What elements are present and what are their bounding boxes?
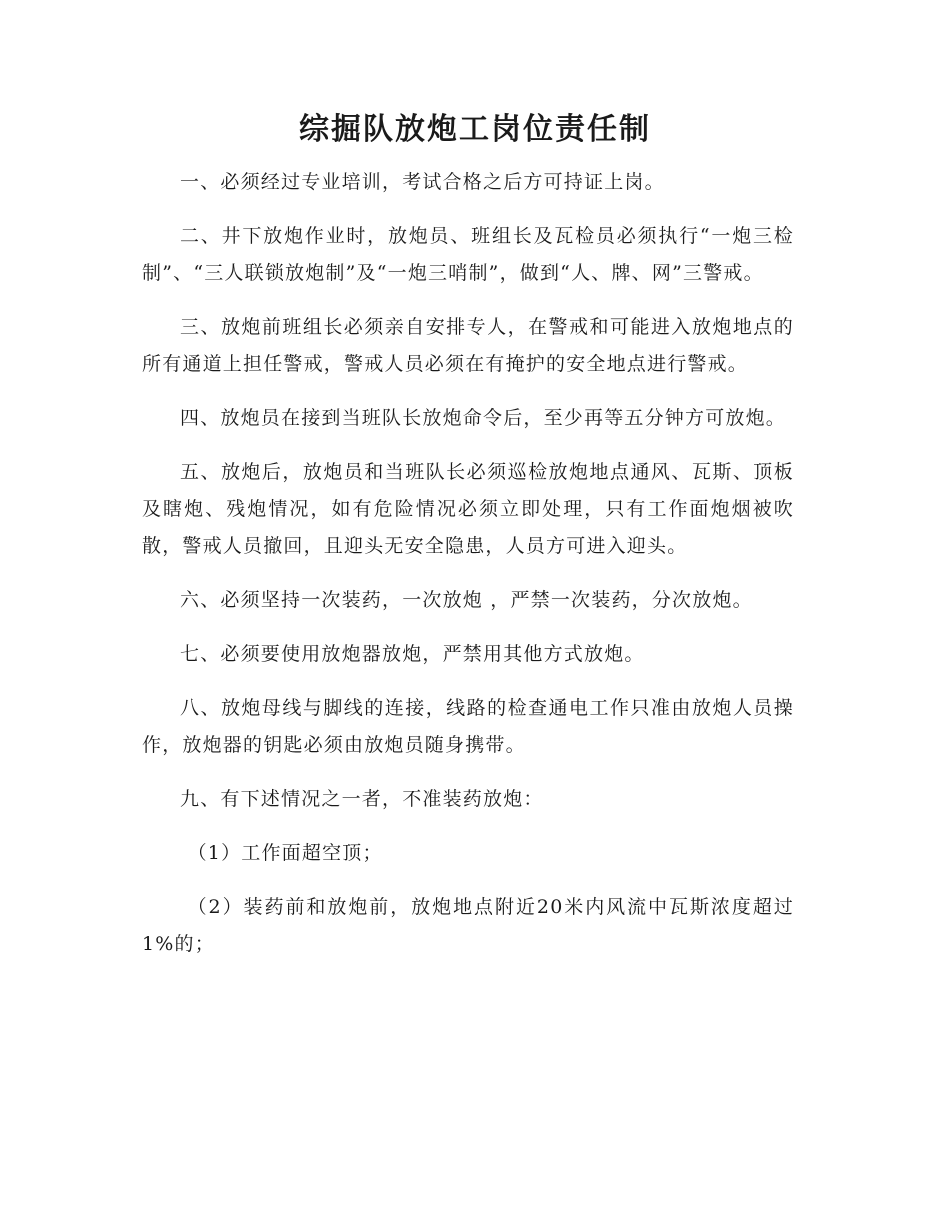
paragraph-8: 八、放炮母线与脚线的连接，线路的检查通电工作只准由放炮人员操作，放炮器的钥匙必须由放炮员随身携带。 xyxy=(142,697,794,756)
document-title: 综掘队放炮工岗位责任制 xyxy=(299,112,651,147)
paragraph-3: 三、放炮前班组长必须亲自安排专人，在警戒和可能进入放炮地点的所有通道上担任警戒，警戒人员必须在有掩护的安全地点进行警戒。 xyxy=(142,316,794,375)
paragraph-5: 五、放炮后，放炮员和当班队长必须巡检放炮地点通风、瓦斯、顶板及瞎炮、残炮情况，如有危险情况必须立即处理，只有工作面炮烟被吹散，警戒人员撤回，且迎头无安全隐患，人员方可进入迎头。 xyxy=(142,461,794,557)
paragraph-1: 一、必须经过专业培训，考试合格之后方可持证上岗。 xyxy=(180,171,665,193)
document-body xyxy=(142,164,794,980)
paragraph-6: 六、必须坚持一次装药，一次放炮 ，严禁一次装药，分次放炮。 xyxy=(180,589,753,611)
paragraph-9: 九、有下述情况之一者，不准装药放炮： xyxy=(180,788,544,810)
list-item-2: （2）装药前和放炮前，放炮地点附近20米内风流中瓦斯浓度超过1%的； xyxy=(142,896,794,955)
paragraph-2: 二、井下放炮作业时，放炮员、班组长及瓦检员必须执行“一炮三检制”、“三人联锁放炮制”及“一炮三哨制”，做到“人、牌、网”三警戒。 xyxy=(142,225,794,284)
paragraph-4: 四、放炮员在接到当班队长放炮命令后，至少再等五分钟方可放炮。 xyxy=(180,407,787,429)
paragraph-7: 七、必须要使用放炮器放炮，严禁用其他方式放炮。 xyxy=(180,643,645,665)
list-item-1: （1）工作面超空顶； xyxy=(187,842,383,864)
